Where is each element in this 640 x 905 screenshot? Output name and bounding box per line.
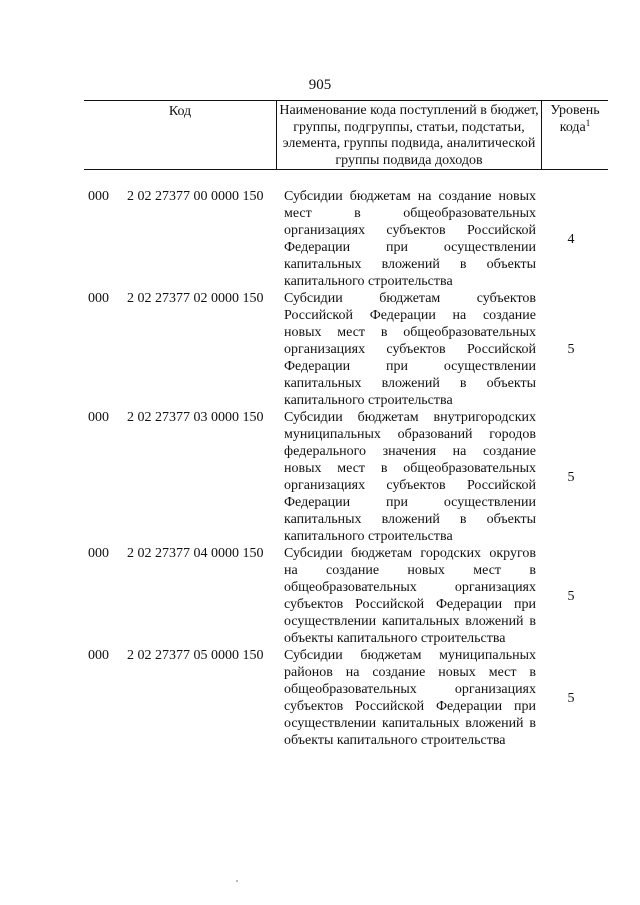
code-level: 5: [567, 342, 575, 357]
table-body: [84, 188, 608, 749]
scan-speck: [236, 880, 238, 882]
admin-code: 000: [88, 189, 109, 204]
income-name: Субсидии бюджетам муниципальных районов на создание новых мест в общеобразовательных организациях субъектов Российской Федерации при осуществлении капитальных вложений в объекты капитального строительства: [284, 648, 536, 748]
income-name: Субсидии бюджетам внутригородских муниципальных образований городов федерального значения на создание новых мест в общеобразовательных организациях субъектов Российской Федерации при осуществлении капитальных вложений в объекты капитального строительства: [284, 410, 536, 544]
admin-code: 000: [88, 410, 109, 425]
header-level-footnote: 1: [585, 117, 591, 128]
income-code: 2 02 27377 02 0000 150: [127, 291, 264, 306]
admin-code: 000: [88, 546, 109, 561]
income-name: Субсидии бюджетам на создание новых мест в общеобразовательных организациях субъектов Российской Федерации при осуществлении капитальных вложений в объекты капитального строительства: [284, 189, 536, 289]
income-code: 2 02 27377 03 0000 150: [127, 410, 264, 425]
income-code: 2 02 27377 05 0000 150: [127, 648, 264, 663]
table-row: [84, 290, 608, 409]
code-level: 5: [567, 588, 575, 604]
header-level-label: Уровень кода: [550, 103, 600, 135]
code-level: 5: [567, 469, 575, 485]
admin-code: 000: [88, 648, 109, 663]
table-row: [84, 647, 608, 749]
income-name: Субсидии бюджетам городских округов на создание новых мест в общеобразовательных организациях субъектов Российской Федерации при осуществлении капитальных вложений в объекты капитального строительства: [284, 546, 536, 646]
table-header: [84, 100, 608, 170]
header-code: Код: [168, 104, 192, 119]
income-name: Субсидии бюджетам субъектов Российской Федерации на создание новых мест в общеобразовательных организациях субъектов Российской Федерации при осуществлении капитальных вложений в объекты капитального строительства: [284, 291, 536, 408]
header-name: Наименование кода поступлений в бюджет, группы, подгруппы, статьи, подстатьи, элемента, группы подвида, аналитической группы подвида доходов: [279, 103, 539, 168]
income-code: 2 02 27377 00 0000 150: [127, 189, 264, 204]
table-row: [84, 188, 608, 290]
code-level: 4: [567, 231, 575, 247]
table-row: [84, 545, 608, 647]
page-number: 905: [308, 77, 332, 93]
header-level: [542, 103, 608, 136]
table-row: [84, 409, 608, 545]
admin-code: 000: [88, 291, 109, 306]
code-level: 5: [567, 690, 575, 706]
income-code: 2 02 27377 04 0000 150: [127, 546, 264, 561]
